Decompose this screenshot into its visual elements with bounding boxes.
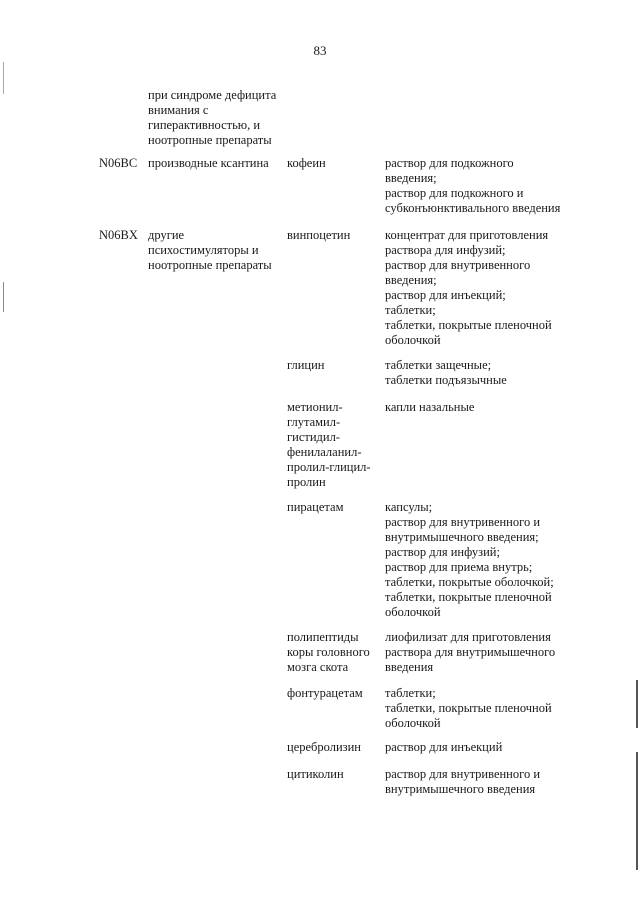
drug-name-line: гистидил- — [287, 430, 340, 444]
form-line: субконъюнктивального введения — [385, 201, 561, 215]
form-line: таблетки, покрытые оболочкой; — [385, 575, 554, 589]
drug-name-line: глутамил- — [287, 415, 341, 429]
form-line: капли назальные — [385, 400, 475, 414]
drug-name-line: фенилаланил- — [287, 445, 362, 459]
atc-code: N06BX — [99, 228, 138, 242]
form-line: внутримышечного введения; — [385, 530, 539, 544]
group-line: внимания с — [148, 103, 209, 117]
drug-name-line: метионил- — [287, 400, 343, 414]
drug-name-line: пирацетам — [287, 500, 344, 514]
scan-edge-mark — [636, 752, 638, 870]
form-line: оболочкой — [385, 716, 441, 730]
form-line: введения; — [385, 273, 437, 287]
drug-name — [287, 400, 385, 490]
drug-name-line: цитиколин — [287, 767, 344, 781]
drug-name-line: церебролизин — [287, 740, 361, 754]
form-line: раствор для подкожного и — [385, 186, 524, 200]
scan-edge-mark — [3, 62, 4, 94]
drug-name-line: пролил-глицил- — [287, 460, 371, 474]
form-line: раствор для подкожного — [385, 156, 514, 170]
atc-group — [148, 156, 288, 171]
form-line: оболочкой — [385, 333, 441, 347]
form-line: раствор для внутривенного и — [385, 767, 541, 781]
drug-name-line: винпоцетин — [287, 228, 351, 242]
drug-name — [287, 767, 385, 782]
group-line: другие — [148, 228, 185, 242]
form-line: таблетки защечные; — [385, 358, 492, 372]
form-line: оболочкой — [385, 605, 441, 619]
dosage-forms — [385, 686, 585, 731]
group-line: ноотропные препараты — [148, 133, 272, 147]
drug-name — [287, 358, 385, 373]
form-line: внутримышечного введения — [385, 782, 536, 796]
dosage-forms — [385, 500, 585, 620]
form-line: введения — [385, 660, 434, 674]
dosage-forms — [385, 228, 585, 348]
scan-edge-mark — [636, 680, 638, 728]
form-line: таблетки, покрытые пленочной — [385, 701, 552, 715]
form-line: введения; — [385, 171, 437, 185]
form-line: таблетки; — [385, 303, 436, 317]
form-line: раствор для инъекций — [385, 740, 503, 754]
form-line: раствора для инфузий; — [385, 243, 506, 257]
dosage-forms — [385, 630, 585, 675]
form-line: раствор для инфузий; — [385, 545, 500, 559]
drug-name — [287, 686, 385, 701]
scan-edge-mark — [3, 282, 4, 312]
form-line: раствор для внутривенного — [385, 258, 531, 272]
drug-name — [287, 156, 385, 171]
drug-name — [287, 630, 385, 675]
form-line: капсулы; — [385, 500, 433, 514]
drug-name-line: глицин — [287, 358, 325, 372]
form-line: таблетки подъязычные — [385, 373, 507, 387]
form-line: раствора для внутримышечного — [385, 645, 556, 659]
page-number: 83 — [313, 43, 327, 58]
dosage-forms — [385, 358, 585, 388]
form-line: концентрат для приготовления — [385, 228, 549, 242]
form-line: раствор для инъекций; — [385, 288, 506, 302]
drug-name-line: мозга скота — [287, 660, 349, 674]
drug-name — [287, 228, 385, 243]
group-line: при синдроме дефицита — [148, 88, 277, 102]
group-line: психостимуляторы и — [148, 243, 259, 257]
dosage-forms — [385, 400, 585, 415]
drug-name-line: коры головного — [287, 645, 370, 659]
form-line: раствор для внутривенного и — [385, 515, 541, 529]
dosage-forms — [385, 767, 585, 797]
drug-name — [287, 740, 385, 755]
dosage-forms — [385, 156, 585, 216]
group-line: гиперактивностью, и — [148, 118, 261, 132]
form-line: таблетки, покрытые пленочной — [385, 590, 552, 604]
atc-code: N06BC — [99, 156, 138, 170]
atc-group — [148, 228, 288, 273]
continuation-group-text — [148, 88, 288, 148]
form-line: раствор для приема внутрь; — [385, 560, 533, 574]
drug-name-line: кофеин — [287, 156, 326, 170]
form-line: лиофилизат для приготовления — [385, 630, 551, 644]
group-line: производные ксантина — [148, 156, 269, 170]
group-line: ноотропные препараты — [148, 258, 272, 272]
form-line: таблетки; — [385, 686, 436, 700]
drug-name-line: пролин — [287, 475, 326, 489]
drug-name-line: полипептиды — [287, 630, 359, 644]
form-line: таблетки, покрытые пленочной — [385, 318, 552, 332]
dosage-forms — [385, 740, 585, 755]
drug-name-line: фонтурацетам — [287, 686, 363, 700]
drug-name — [287, 500, 385, 515]
